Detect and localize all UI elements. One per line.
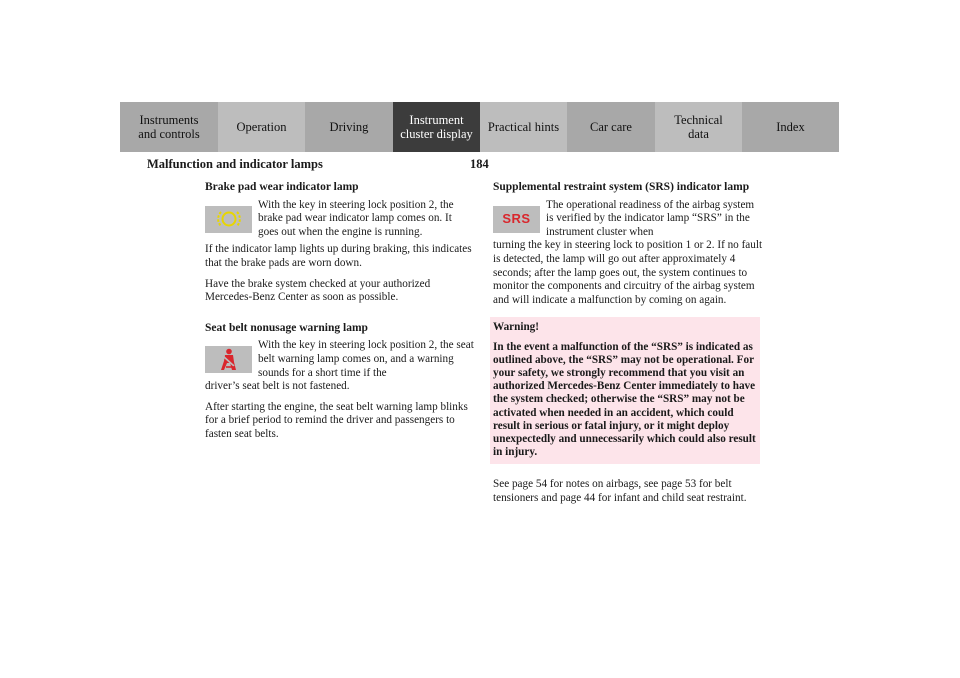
belt-lamp-heading: Seat belt nonusage warning lamp	[205, 321, 368, 334]
chapter-tabs	[120, 102, 839, 152]
left-column	[205, 181, 475, 449]
brake-pad-wear-icon	[216, 208, 242, 230]
tab-technical-data[interactable]: Technical data	[655, 102, 742, 152]
belt-continuation: driver’s seat belt is not fastened.	[205, 380, 350, 393]
srs-lamp-heading: Supplemental restraint system (SRS) indicator lamp	[493, 181, 750, 193]
brake-paragraph-1: If the indicator lamp lights up during braking, this indicates that the brake pads are worn down.	[205, 243, 472, 269]
belt-lamp-text: With the key in steering lock position 2, the seat belt warning lamp comes on, and a warning sounds for a short time if the	[258, 339, 474, 379]
seat-belt-icon	[218, 348, 240, 372]
brake-lamp-text: With the key in steering lock position 2, the brake pad wear indicator lamp comes on. It goes out when the engine is running.	[258, 198, 454, 238]
tab-instruments-and-controls[interactable]: Instruments and controls	[120, 102, 218, 152]
brake-lamp-heading: Brake pad wear indicator lamp	[205, 181, 359, 193]
tab-practical-hints[interactable]: Practical hints	[480, 102, 567, 152]
page-number: 184	[470, 157, 489, 171]
brake-lamp-row	[205, 199, 475, 240]
srs-lamp-row	[493, 199, 763, 240]
srs-lamp-text: The operational readiness of the airbag system is verified by the indicator lamp “SRS” in the instrument cluster when	[546, 198, 755, 238]
brake-paragraph-2: Have the brake system checked at your authorized Mercedes-Benz Center as soon as possible.	[205, 277, 431, 304]
warning-text: In the event a malfunction of the “SRS” is indicated as outlined above, the “SRS” may not be operational. For your safety, we strongly recommend that you visit an authorized Mercedes-Benz Center immediately to have the system checked; otherwise the “SRS” may not be activated when needed in an accident, which could result in serious or fatal injury, or it might deploy unexpectedly and unnecessarily which could also result in injury.	[493, 340, 756, 459]
belt-lamp-row	[205, 339, 475, 380]
srs-continuation: turning the key in steering lock to position 1 or 2. If no fault is detected, the lamp will go out after approximately 4 seconds; after the lamp goes out, the system continues to monitor the components and circuitry of the airbag system and will indicate a malfunction by coming on again.	[493, 239, 763, 306]
right-column	[493, 181, 763, 513]
tab-car-care[interactable]: Car care	[567, 102, 655, 152]
belt-paragraph-1: After starting the engine, the seat belt warning lamp blinks for a brief period to remind the driver and passengers to fasten seat belts.	[205, 400, 468, 440]
warning-box	[490, 317, 760, 464]
tab-driving[interactable]: Driving	[305, 102, 393, 152]
warning-title: Warning!	[493, 321, 540, 334]
section-title: Malfunction and indicator lamps	[147, 157, 323, 171]
srs-icon: SRS	[502, 211, 531, 227]
brake-lamp-box	[205, 206, 252, 233]
tab-index[interactable]: Index	[742, 102, 839, 152]
tab-instrument-cluster-display[interactable]: Instrument cluster display	[393, 102, 480, 152]
tab-operation[interactable]: Operation	[218, 102, 305, 152]
srs-lamp-box	[493, 206, 540, 233]
belt-lamp-box	[205, 346, 252, 373]
see-page-references: See page 54 for notes on airbags, see page 53 for belt tensioners and page 44 for infant and child seat restraint.	[493, 478, 747, 504]
